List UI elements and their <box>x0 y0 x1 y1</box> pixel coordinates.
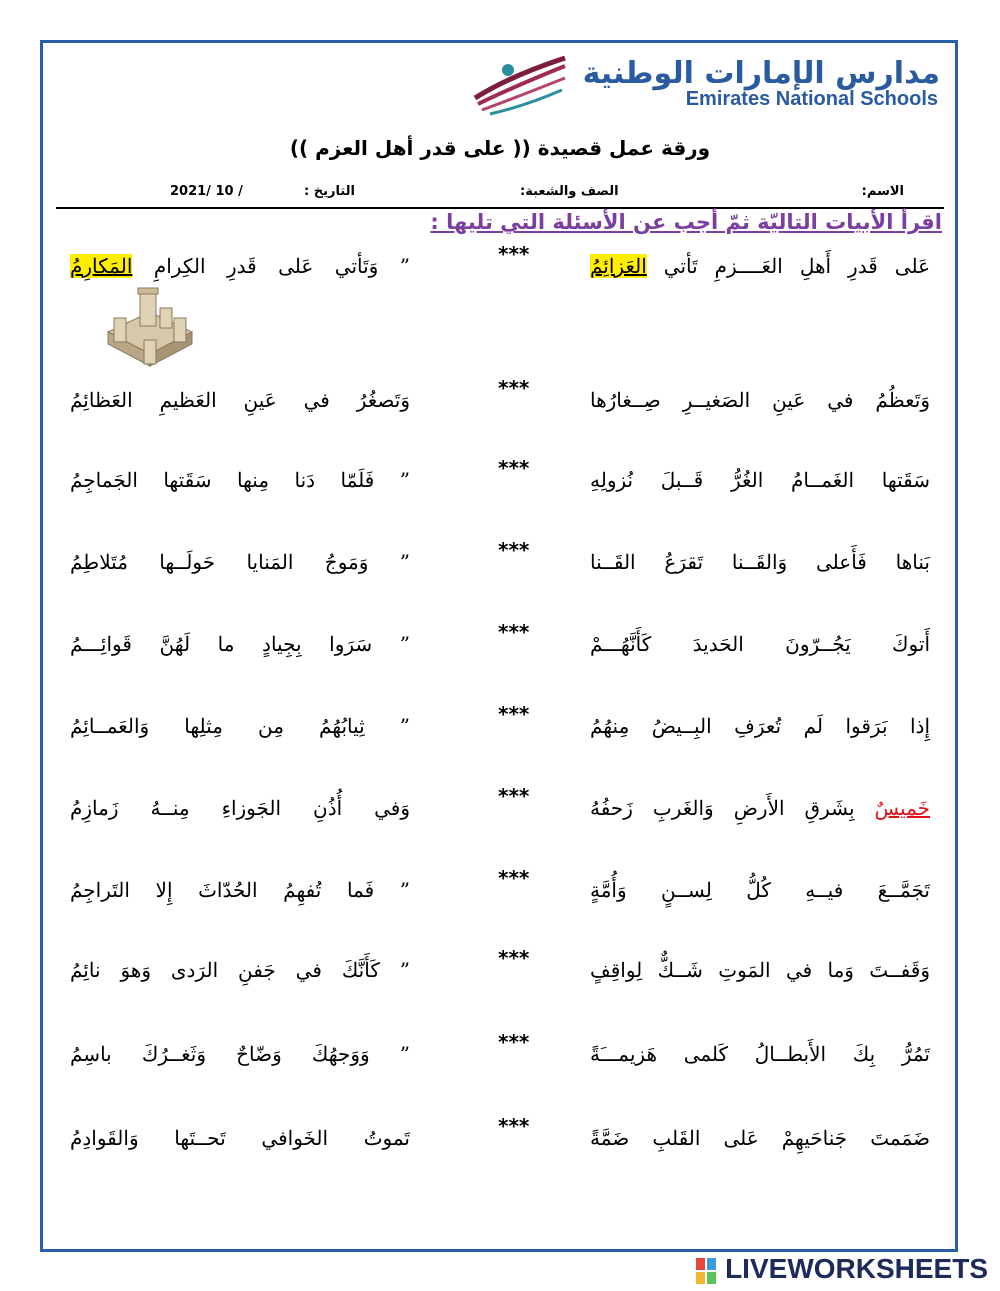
verse-row <box>0 702 1000 754</box>
verse-row <box>0 538 1000 590</box>
verse-row <box>0 1030 1000 1082</box>
verse-separator: *** <box>498 242 530 266</box>
name-label: الاسم: <box>861 184 904 199</box>
verse-first-hemistich: إِذا بَرَقوا لَم تُعرَفِ البِــيضُ مِنهُمُ <box>590 714 930 738</box>
highlighted-word: خَميسٌ <box>874 796 930 820</box>
verse-second-hemistich: ” ثِيابُهُمُ مِن مِثلِها وَالعَمــائِمُ <box>70 714 410 738</box>
verse-first-hemistich: خَميسٌ بِشَرقِ الأَرضِ وَالغَربِ زَحفُهُ <box>590 796 930 820</box>
verse-second-hemistich: ” فَلَمّا دَنا مِنها سَقَتها الجَماجِمُ <box>70 468 410 492</box>
class-label: الصف والشعبة: <box>520 184 619 199</box>
verse-second-hemistich: وَتَصغُرُ في عَينِ العَظيمِ العَظائِمُ <box>70 388 410 412</box>
date-value: 2021/ 10 / <box>170 184 243 199</box>
verse-first-hemistich: بَناها فَأَعلى وَالقَــنا تَقرَعُ القَــنا <box>590 550 930 574</box>
instruction-text: اقرأ الأبيات التاليّة ثمّ أجب عن الأسئلة التي تليها : <box>430 210 942 234</box>
verse-first-hemistich: أَتوكَ يَجُــرّونَ الحَديدَ كَأَنَّهُـــمْ <box>590 632 930 656</box>
school-name-english: Emirates National Schools <box>685 88 938 110</box>
verse-first-hemistich: تَمُرُّ بِكَ الأَبطــالُ كَلمى هَزيمـــَةً <box>590 1042 930 1066</box>
verse-first-hemistich: وَقَفــتَ وَما في المَوتِ شَــكٌّ لِواقِفٍ <box>590 958 930 982</box>
verse-separator: *** <box>498 620 530 644</box>
verse-row <box>0 376 1000 428</box>
verse-second-hemistich: ” كَأَنَّكَ في جَفنِ الرَدى وَهوَ نائِمُ <box>70 958 410 982</box>
liveworksheets-logo-icon <box>696 1258 716 1284</box>
highlighted-word: المَكارِمُ <box>70 254 133 278</box>
verse-second-hemistich: ” وَوَجهُكَ وَضّاحٌ وَثَغــرُكَ باسِمُ <box>70 1042 410 1066</box>
verse-row <box>0 866 1000 918</box>
verse-second-hemistich: ” فَما تُفهِمُ الحُدّاثَ إِلا التَراجِمُ <box>70 878 410 902</box>
verse-separator: *** <box>498 456 530 480</box>
verse-first-hemistich: ضَمَمتَ جَناحَيهِمْ عَلى القَلبِ ضَمَّةً <box>590 1126 930 1150</box>
verse-row <box>0 946 1000 998</box>
verse-row <box>0 620 1000 672</box>
verse-row <box>0 456 1000 508</box>
school-logo-icon <box>470 56 570 116</box>
verse-first-hemistich: عَلى قَدرِ أَهلِ العَــــزمِ تَأتي العَزائِمُ <box>590 254 930 278</box>
verse-separator: *** <box>498 946 530 970</box>
verse-first-hemistich: تَجَمَّــعَ فيــهِ كُلُّ لِســنٍ وَأُمَّةٍ <box>590 878 930 902</box>
castle-illustration <box>100 282 200 368</box>
verse-second-hemistich: ” وَمَوجُ المَنايا حَولَــها مُتَلاطِمُ <box>70 550 410 574</box>
worksheet-title: ورقة عمل قصيدة (( على قدر أهل العزم )) <box>289 136 711 160</box>
verse-separator: *** <box>498 1030 530 1054</box>
verse-row <box>0 784 1000 836</box>
verse-separator: *** <box>498 866 530 890</box>
liveworksheets-brand[interactable]: LIVEWORKSHEETS <box>725 1253 988 1284</box>
verse-second-hemistich: وَفي أُذُنِ الجَوزاءِ مِنــهُ زَمازِمُ <box>70 796 410 820</box>
verse-separator: *** <box>498 1114 530 1138</box>
verse-second-hemistich: ” سَرَوا بِجِيادٍ ما لَهُنَّ قَوائِـــمُ <box>70 632 410 656</box>
verse-separator: *** <box>498 538 530 562</box>
verse-row <box>0 1114 1000 1166</box>
date-label: التاريخ : <box>304 184 355 199</box>
verse-second-hemistich: تَموتُ الخَوافي تَحــتَها وَالقَوادِمُ <box>70 1126 410 1150</box>
header-divider <box>56 207 944 209</box>
school-name-arabic: مدارس الإمارات الوطنية <box>582 56 940 91</box>
verse-first-hemistich: سَقَتها الغَمــامُ الغُرُّ قَــبلَ نُزولِهِ <box>590 468 930 492</box>
verse-separator: *** <box>498 784 530 808</box>
verse-first-hemistich: وَتَعظُمُ في عَينِ الصَغيــرِ صِــغارُها <box>590 388 930 412</box>
verse-second-hemistich: ” وَتَأتي عَلى قَدرِ الكِرامِ المَكارِمُ <box>70 254 410 278</box>
verse-separator: *** <box>498 376 530 400</box>
verse-separator: *** <box>498 702 530 726</box>
highlighted-word: العَزائِمُ <box>590 254 647 278</box>
